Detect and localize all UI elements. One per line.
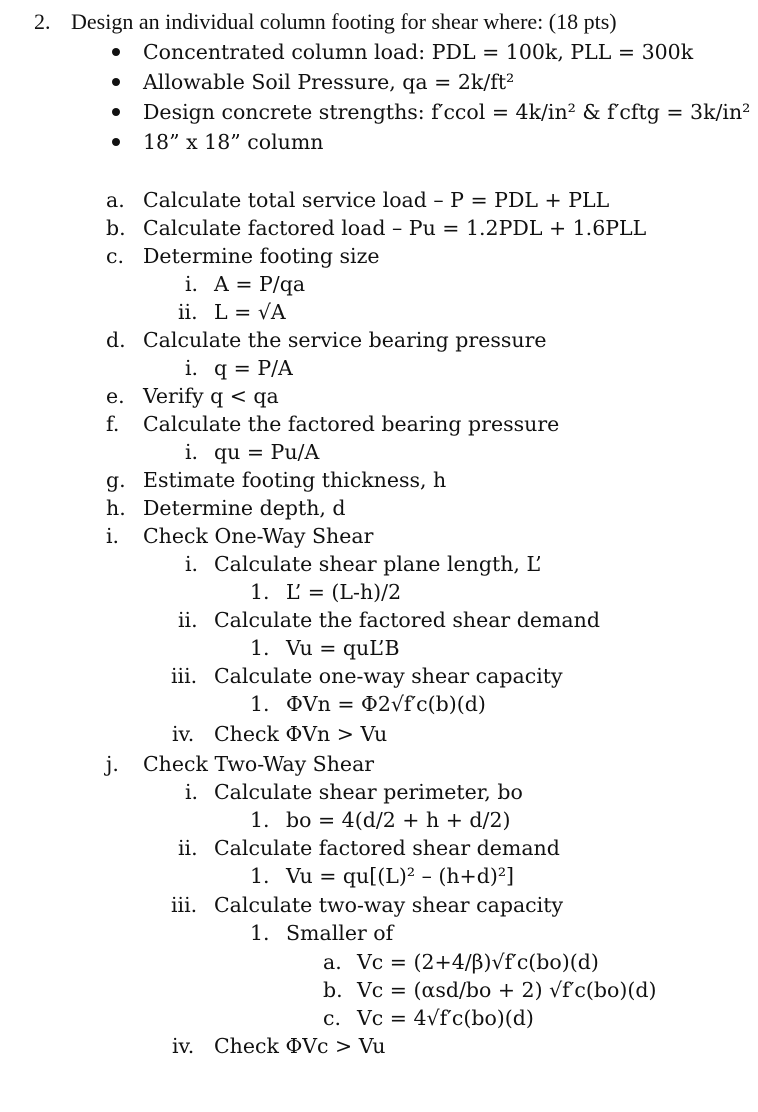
substep-text: qu = Pu/A (214, 440, 320, 464)
substep-text: Calculate shear plane length, L’ (214, 552, 542, 576)
step-label: g. (106, 468, 126, 492)
subsubstep-label: 1. (250, 580, 270, 604)
option-text: Vc = (αsd/bo + 2) √f′c(bo)(d) (357, 978, 657, 1002)
step-text: Calculate factored load – Pu = 1.2PDL + 1.6PLL (143, 216, 647, 240)
substep-text: Calculate the factored shear demand (214, 608, 600, 632)
substep-text: Check ΦVc > Vu (214, 1034, 386, 1058)
step-label: j. (106, 752, 119, 776)
step-text: Check Two-Way Shear (143, 752, 375, 776)
substep-label: iii. (171, 893, 198, 917)
substep-label: ii. (178, 836, 198, 860)
option-text: Vc = (2+4/β)√f′c(bo)(d) (357, 950, 599, 974)
option-label: a. (323, 950, 342, 974)
substep-label: iv. (172, 722, 195, 746)
substep-label: i. (185, 356, 199, 380)
substep-label: ii. (178, 608, 198, 632)
subsubstep-label: 1. (250, 864, 270, 888)
given-concrete-strengths: Design concrete strengths: f′ccol = 4k/in² & f′cftg = 3k/in² (143, 100, 751, 124)
bullet-icon (112, 138, 120, 146)
substep-label: i. (185, 552, 199, 576)
bullet-icon (112, 108, 120, 116)
substep-text: Check ΦVn > Vu (214, 722, 388, 746)
step-text: Check One-Way Shear (143, 524, 374, 548)
substep-label: ii. (178, 300, 198, 324)
subsubstep-label: 1. (250, 636, 270, 660)
bullet-icon (112, 78, 120, 86)
bullet-icon (112, 48, 120, 56)
substep-label: iv. (172, 1034, 195, 1058)
step-text: Calculate the factored bearing pressure (143, 412, 560, 436)
subsubstep-label: 1. (250, 921, 270, 945)
step-label: f. (106, 412, 120, 436)
substep-text: L = √A (214, 300, 286, 324)
given-column-size: 18” x 18” column (143, 130, 324, 154)
substep-text: Calculate two-way shear capacity (214, 893, 564, 917)
subsubstep-label: 1. (250, 692, 270, 716)
substep-label: i. (185, 780, 199, 804)
substep-text: A = P/qa (214, 272, 306, 296)
option-text: Vc = 4√f′c(bo)(d) (357, 1006, 534, 1030)
step-label: c. (106, 244, 124, 268)
step-text: Estimate footing thickness, h (143, 468, 447, 492)
step-text: Verify q < qa (143, 384, 279, 408)
step-label: h. (106, 496, 126, 520)
step-label: a. (106, 188, 125, 212)
substep-text: Calculate shear perimeter, bo (214, 780, 523, 804)
given-soil-pressure: Allowable Soil Pressure, qa = 2k/ft² (143, 70, 515, 94)
subsubstep-text: L’ = (L-h)/2 (286, 580, 402, 604)
problem-number: 2. (34, 9, 51, 34)
problem-title: Design an individual column footing for shear where: (18 pts) (71, 9, 617, 34)
option-label: b. (323, 978, 343, 1002)
step-text: Determine footing size (143, 244, 380, 268)
step-text: Determine depth, d (143, 496, 346, 520)
substep-text: q = P/A (214, 356, 293, 380)
step-label: d. (106, 328, 126, 352)
substep-text: Calculate one-way shear capacity (214, 664, 563, 688)
step-label: i. (106, 524, 120, 548)
subsubstep-text: Smaller of (286, 921, 394, 945)
step-text: Calculate the service bearing pressure (143, 328, 547, 352)
step-label: b. (106, 216, 126, 240)
substep-label: i. (185, 440, 199, 464)
subsubstep-text: Vu = qu[(L)² – (h+d)²] (286, 864, 515, 888)
substep-text: Calculate factored shear demand (214, 836, 560, 860)
subsubstep-text: ΦVn = Φ2√f′c(b)(d) (286, 692, 486, 716)
subsubstep-text: Vu = quL’B (286, 636, 400, 660)
substep-label: iii. (171, 664, 198, 688)
step-text: Calculate total service load – P = PDL + PLL (143, 188, 610, 212)
subsubstep-label: 1. (250, 808, 270, 832)
substep-label: i. (185, 272, 199, 296)
given-load: Concentrated column load: PDL = 100k, PLL = 300k (143, 40, 694, 64)
subsubstep-text: bo = 4(d/2 + h + d/2) (286, 808, 511, 832)
step-label: e. (106, 384, 125, 408)
option-label: c. (323, 1006, 341, 1030)
